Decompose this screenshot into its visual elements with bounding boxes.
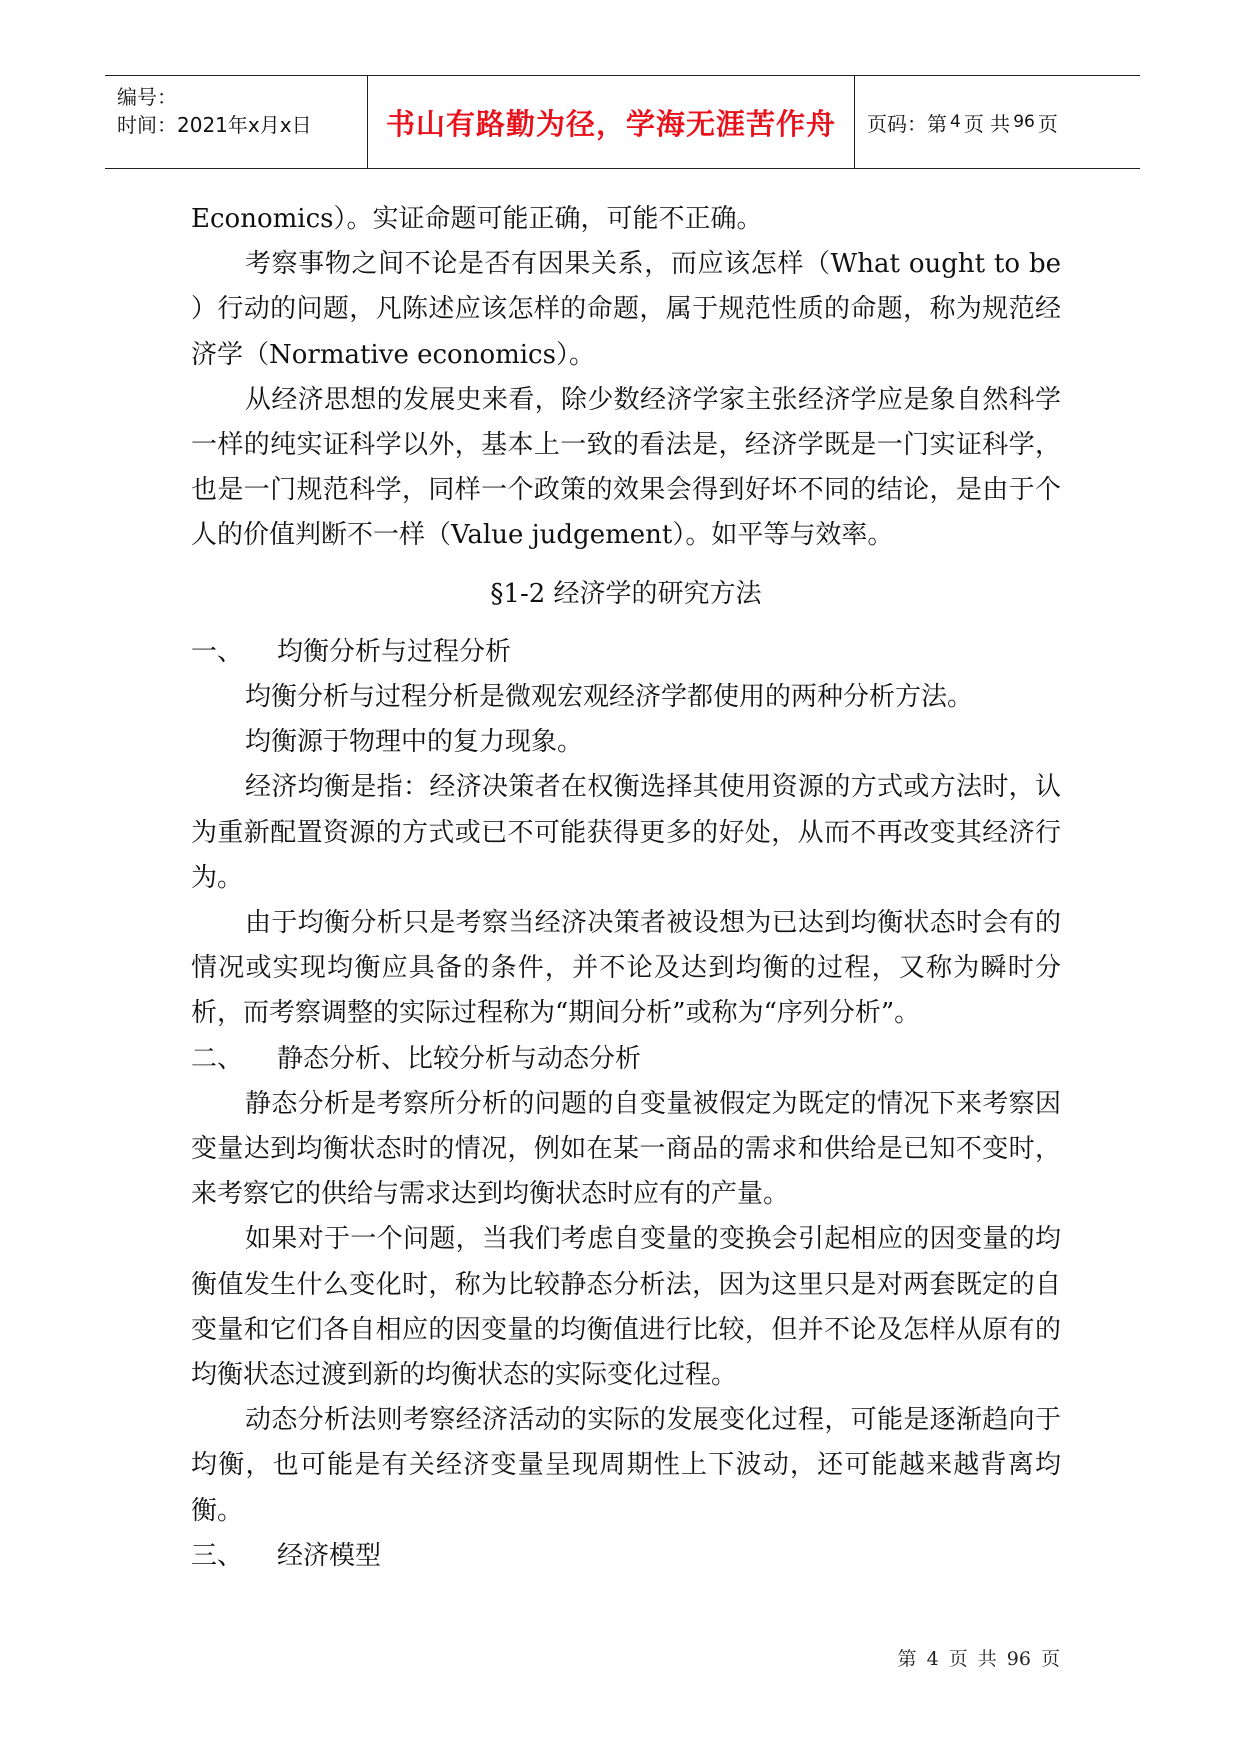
header-meta (105, 76, 368, 168)
page-header (105, 75, 1140, 169)
subsection-number: 二、 (191, 1043, 244, 1074)
subsection-heading (191, 1037, 1061, 1082)
subsection-heading (191, 630, 1061, 675)
paragraph: 均衡分析与过程分析是微观宏观经济学都使用的两种分析方法。 (245, 682, 974, 713)
paragraph: 静态分析是考察所分析的问题的自变量被假定为既定的情况下来考察因变量达到均衡状态时的情况，例如在某一商品的需求和供给是已知不变时，来考察它的供给与需求达到均衡状态时应有的产量。 (191, 1088, 1061, 1210)
subsection-title: 静态分析、比较分析与动态分析 (277, 1043, 642, 1074)
section-title: §1-2 经济学的研究方法 (490, 578, 762, 609)
subsection-title: 均衡分析与过程分析 (277, 636, 512, 667)
header-motto-cell (368, 76, 855, 168)
paragraph: 从经济思想的发展史来看，除少数经济学家主张经济学应是象自然科学一样的纯实证科学以外，基本上一致的看法是，经济学既是一门实证科学，也是一门规范科学，同样一个政策的效果会得到好坏不同的结论，是由于个人的价值判断不一样（Value judgement）。如平等与效率。 (191, 384, 1061, 551)
subsection-title: 经济模型 (277, 1540, 382, 1571)
page-footer: 第 4 页 共 96 页 (897, 1648, 1060, 1670)
document-date: 时间：2021年x月x日 (117, 113, 312, 137)
page-total: 96 (1013, 112, 1035, 132)
paragraph: 如果对于一个问题，当我们考虑自变量的变换会引起相应的因变量的均衡值发生什么变化时，称为比较静态分析法，因为这里只是对两套既定的自变量和它们各自相应的因变量的均衡值进行比较，但并不论及怎样从原有的均衡状态过渡到新的均衡状态的实际变化过程。 (191, 1224, 1061, 1391)
page-label-suffix: 页 (1037, 111, 1058, 136)
document-body (191, 197, 1061, 1579)
subsection-heading (191, 1534, 1061, 1579)
page-label-mid: 页 共 (963, 111, 1011, 136)
paragraph: 动态分析法则考察经济活动的实际的发展变化过程，可能是逐渐趋向于均衡，也可能是有关经济变量呈现周期性上下波动，还可能越来越背离均衡。 (191, 1405, 1061, 1526)
paragraph: 考察事物之间不论是否有因果关系，而应该怎样（What ought to be ）行动的问题，凡陈述应该怎样的命题，属于规范性质的命题，称为规范经济学（Normative economics）。 (191, 249, 1061, 370)
paragraph: Economics）。实证命题可能正确，可能不正确。 (191, 204, 763, 234)
paragraph: 均衡源于物理中的复力现象。 (245, 727, 584, 758)
paragraph: 由于均衡分析只是考察当经济决策者被设想为已达到均衡状态时会有的情况或实现均衡应具备的条件，并不论及达到均衡的过程，又称为瞬时分析，而考察调整的实际过程称为“期间分析”或称为“序列分析”。 (191, 908, 1061, 1029)
header-page-info (855, 76, 1140, 168)
subsection-number: 三、 (191, 1540, 244, 1571)
subsection-number: 一、 (191, 636, 244, 667)
document-number-label: 编号： (117, 85, 177, 109)
paragraph: 经济均衡是指：经济决策者在权衡选择其使用资源的方式或方法时，认为重新配置资源的方式或已不可能获得更多的好处，从而不再改变其经济行为。 (191, 772, 1061, 893)
page-current: 4 (950, 112, 961, 132)
page-label-prefix: 页码：第 (867, 111, 947, 136)
motto: 书山有路勤为径，学海无涯苦作舟 (385, 106, 836, 141)
